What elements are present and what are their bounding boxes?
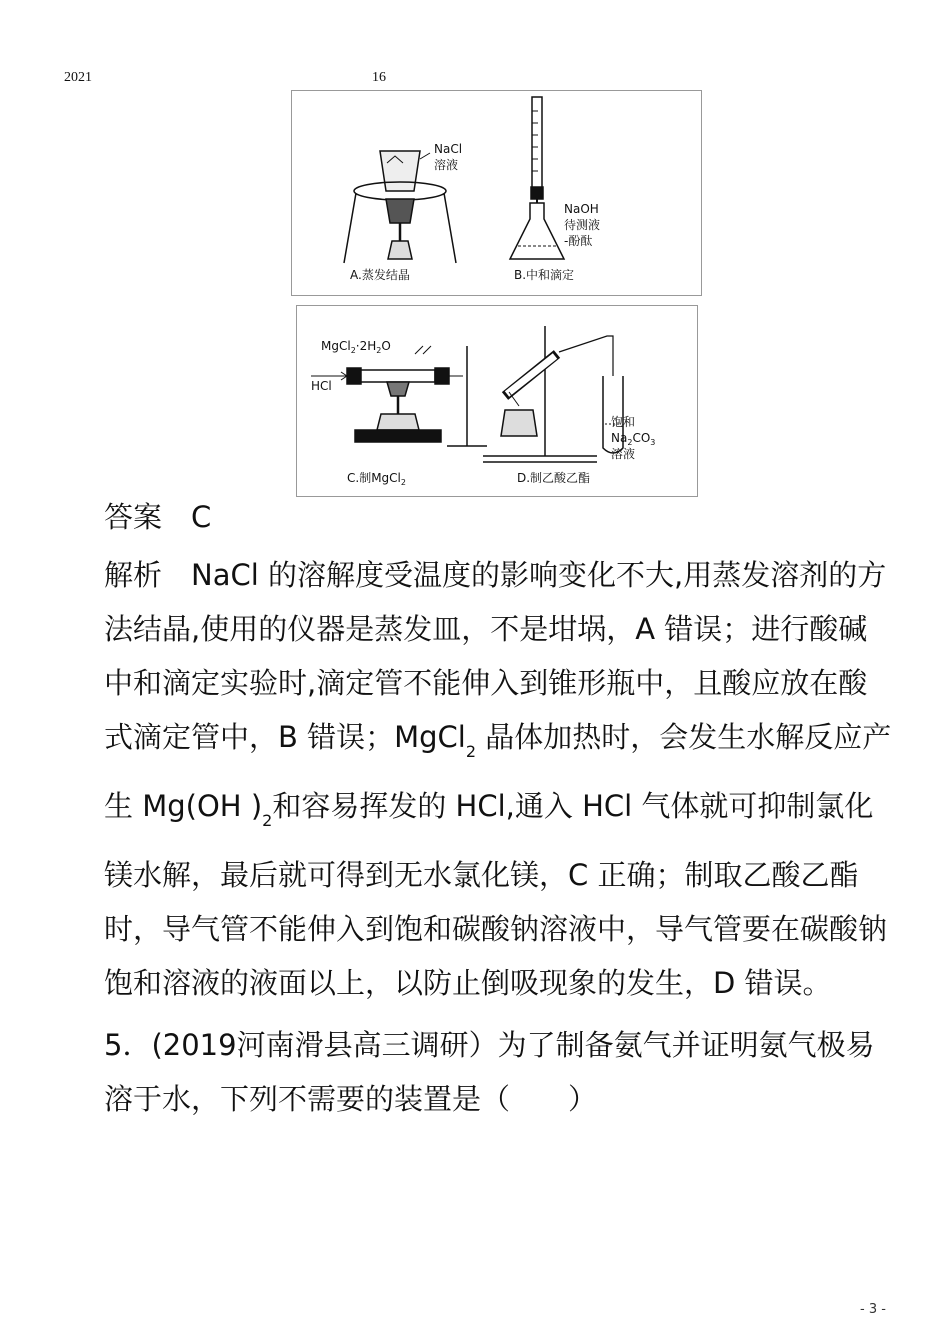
titration-apparatus bbox=[510, 97, 564, 259]
panel-d-solution-1: 饱和 bbox=[611, 415, 636, 429]
question-text: 5．(2019河南滑县高三调研）为了制备氨气并证明氨气极易溶于水，下列不需要的装置是（ ） bbox=[104, 1028, 875, 1116]
apparatus-cd-drawing bbox=[297, 306, 697, 496]
analysis-seg1: NaCl 的溶解度受温度的影响变化不大,用蒸发溶剂的方法结晶,使用的仪器是蒸发皿，不是坩埚，A 错误；进行酸碱中和滴定实验时,滴定管不能伸入到锥形瓶中，且酸应放在酸式滴定管中，B 错误；MgCl bbox=[104, 558, 887, 754]
panel-b-reagent-state: 待测液 bbox=[564, 218, 601, 232]
panel-c-reagent: $MgCl_2\cdot 2H_2O$ bbox=[321, 339, 391, 355]
panel-b-reagent-name: NaOH bbox=[564, 202, 599, 216]
panel-a-caption: A.蒸发结晶 bbox=[350, 268, 410, 282]
analysis-seg2: 晶体加热时，会发生水解反应产生 Mg(OH ) bbox=[104, 720, 892, 823]
ethyl-acetate-apparatus bbox=[483, 326, 623, 462]
question-5 bbox=[64, 1018, 894, 1126]
header-year: 2021 bbox=[64, 70, 92, 85]
page-number: - 3 - bbox=[860, 1302, 886, 1317]
apparatus-ab-drawing bbox=[292, 91, 701, 295]
figure-apparatus-ab bbox=[291, 90, 702, 296]
analysis-seg3: 和容易挥发的 HCl,通入 HCl 气体就可抑制氯化镁水解，最后就可得到无水氯化镁，C 正确；制取乙酸乙酯时，导气管不能伸入到饱和碳酸钠溶液中，导气管要在碳酸钠饱和溶液的液面以上，以防止倒吸现象的发生，D 错误。 bbox=[104, 789, 888, 1000]
mgcl2-apparatus bbox=[311, 346, 487, 446]
answer-value: C bbox=[191, 500, 212, 534]
panel-d-solution-3: 溶液 bbox=[611, 447, 636, 461]
panel-a-reagent-state: 溶液 bbox=[434, 158, 459, 172]
panel-b-caption: B.中和滴定 bbox=[514, 268, 575, 282]
panel-a-reagent-name: NaCl bbox=[434, 142, 463, 156]
analysis-sub1: 2 bbox=[465, 742, 477, 761]
panel-c-caption: C.制MgCl$_2$ bbox=[347, 471, 406, 487]
panel-d-caption: D.制乙酸乙酯 bbox=[517, 471, 591, 485]
answer-label: 答案 bbox=[104, 500, 163, 534]
header-number: 16 bbox=[372, 70, 386, 85]
analysis-paragraph bbox=[64, 548, 894, 1010]
analysis-sub2: 2 bbox=[262, 811, 273, 830]
panel-b-indicator: -酚酞 bbox=[564, 234, 593, 248]
panel-c-gas: HCl bbox=[311, 379, 332, 393]
figure-apparatus-cd bbox=[296, 305, 698, 497]
answer-line bbox=[64, 490, 894, 544]
analysis-label: 解析 bbox=[104, 558, 163, 592]
panel-d-solution-2: $Na_2CO_3$ bbox=[611, 431, 656, 447]
